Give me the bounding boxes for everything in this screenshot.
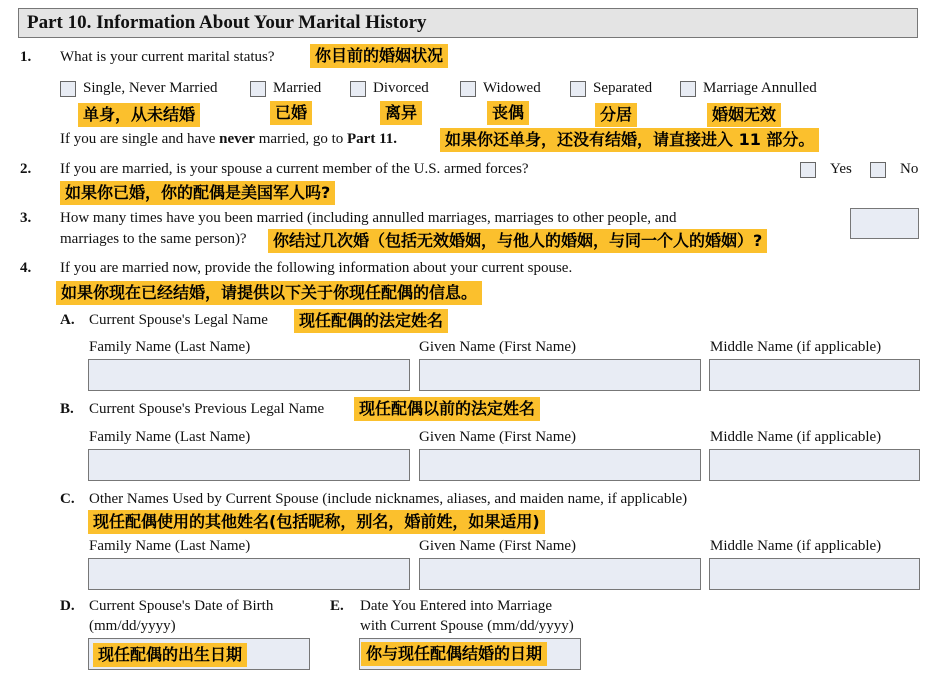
a-family-name-label: Family Name (Last Name) [89, 339, 251, 355]
b-given-name-input[interactable] [419, 449, 701, 481]
c-given-name-label: Given Name (First Name) [419, 538, 577, 554]
q4a-letter: A. [60, 312, 75, 328]
single-checkbox[interactable] [60, 81, 76, 97]
b-given-name-label: Given Name (First Name) [419, 429, 577, 445]
q4d-translation: 现任配偶的出生日期 [93, 643, 247, 667]
annulled-label: Marriage Annulled [703, 80, 817, 96]
separated-label: Separated [593, 80, 653, 96]
c-middle-name-input[interactable] [709, 558, 920, 590]
q3-text-line2: marriages to the same person)? [60, 231, 247, 247]
q4b-letter: B. [60, 401, 74, 417]
c-family-name-input[interactable] [88, 558, 410, 590]
widowed-label: Widowed [483, 80, 541, 96]
q2-number: 2. [20, 161, 32, 177]
armed-forces-yes-checkbox[interactable] [800, 162, 816, 178]
q4c-text: Other Names Used by Current Spouse (include nicknames, aliases, and maiden name, if applicable) [89, 491, 688, 507]
q4a-text: Current Spouse's Legal Name [89, 312, 268, 328]
q4d-line2: (mm/dd/yyyy) [89, 618, 176, 634]
married-checkbox[interactable] [250, 81, 266, 97]
q4-text: If you are married now, provide the following information about your current spouse. [60, 260, 573, 276]
b-middle-name-label: Middle Name (if applicable) [710, 429, 882, 445]
times-married-input[interactable] [850, 208, 919, 239]
q4a-translation: 现任配偶的法定姓名 [294, 309, 448, 333]
q4e-line1: Date You Entered into Marriage [360, 598, 553, 614]
q3-text-line1: How many times have you been married (including annulled marriages, marriages to other people, and [60, 210, 677, 226]
widowed-checkbox[interactable] [460, 81, 476, 97]
married-translation: 已婚 [270, 101, 312, 125]
q4e-line2: with Current Spouse (mm/dd/yyyy) [360, 618, 574, 634]
q4-translation: 如果你现在已经结婚，请提供以下关于你现任配偶的信息。 [56, 281, 482, 305]
c-given-name-input[interactable] [419, 558, 701, 590]
b-family-name-input[interactable] [88, 449, 410, 481]
separated-translation: 分居 [595, 103, 637, 127]
widowed-translation: 丧偶 [487, 101, 529, 125]
q4d-letter: D. [60, 598, 75, 614]
annulled-translation: 婚姻无效 [707, 103, 781, 127]
q3-translation: 你结过几次婚（包括无效婚姻，与他人的婚姻，与同一个人的婚姻）? [268, 229, 767, 253]
q4-number: 4. [20, 260, 32, 276]
q4b-translation: 现任配偶以前的法定姓名 [354, 397, 540, 421]
q2-text: If you are married, is your spouse a current member of the U.S. armed forces? [60, 161, 529, 177]
b-middle-name-input[interactable] [709, 449, 920, 481]
q4e-translation: 你与现任配偶结婚的日期 [361, 642, 547, 666]
a-given-name-input[interactable] [419, 359, 701, 391]
single-label: Single, Never Married [83, 80, 218, 96]
b-family-name-label: Family Name (Last Name) [89, 429, 251, 445]
q3-number: 3. [20, 210, 32, 226]
q4e-letter: E. [330, 598, 344, 614]
divorced-label: Divorced [373, 80, 429, 96]
q4b-text: Current Spouse's Previous Legal Name [89, 401, 325, 417]
c-middle-name-label: Middle Name (if applicable) [710, 538, 882, 554]
q1-text: What is your current marital status? [60, 49, 275, 65]
armed-forces-no-checkbox[interactable] [870, 162, 886, 178]
q4d-line1: Current Spouse's Date of Birth [89, 598, 274, 614]
q4c-translation: 现任配偶使用的其他姓名(包括昵称，别名，婚前姓，如果适用) [88, 510, 545, 534]
c-family-name-label: Family Name (Last Name) [89, 538, 251, 554]
married-label: Married [273, 80, 322, 96]
single-note: If you are single and have never married, go to Part 11. [60, 131, 397, 147]
section-header: Part 10. Information About Your Marital History [18, 8, 918, 38]
single-note-translation: 如果你还单身，还没有结婚，请直接进入 11 部分。 [440, 128, 819, 152]
a-given-name-label: Given Name (First Name) [419, 339, 577, 355]
a-family-name-input[interactable] [88, 359, 410, 391]
divorced-checkbox[interactable] [350, 81, 366, 97]
divorced-translation: 离异 [380, 101, 422, 125]
a-middle-name-input[interactable] [709, 359, 920, 391]
q2-translation: 如果你已婚，你的配偶是美国军人吗? [60, 181, 335, 205]
q4c-letter: C. [60, 491, 75, 507]
separated-checkbox[interactable] [570, 81, 586, 97]
annulled-checkbox[interactable] [680, 81, 696, 97]
yes-label: Yes [830, 161, 852, 177]
a-middle-name-label: Middle Name (if applicable) [710, 339, 882, 355]
no-label: No [900, 161, 919, 177]
q1-number: 1. [20, 49, 32, 65]
q1-translation: 你目前的婚姻状况 [310, 44, 448, 68]
single-translation: 单身，从未结婚 [78, 103, 200, 127]
